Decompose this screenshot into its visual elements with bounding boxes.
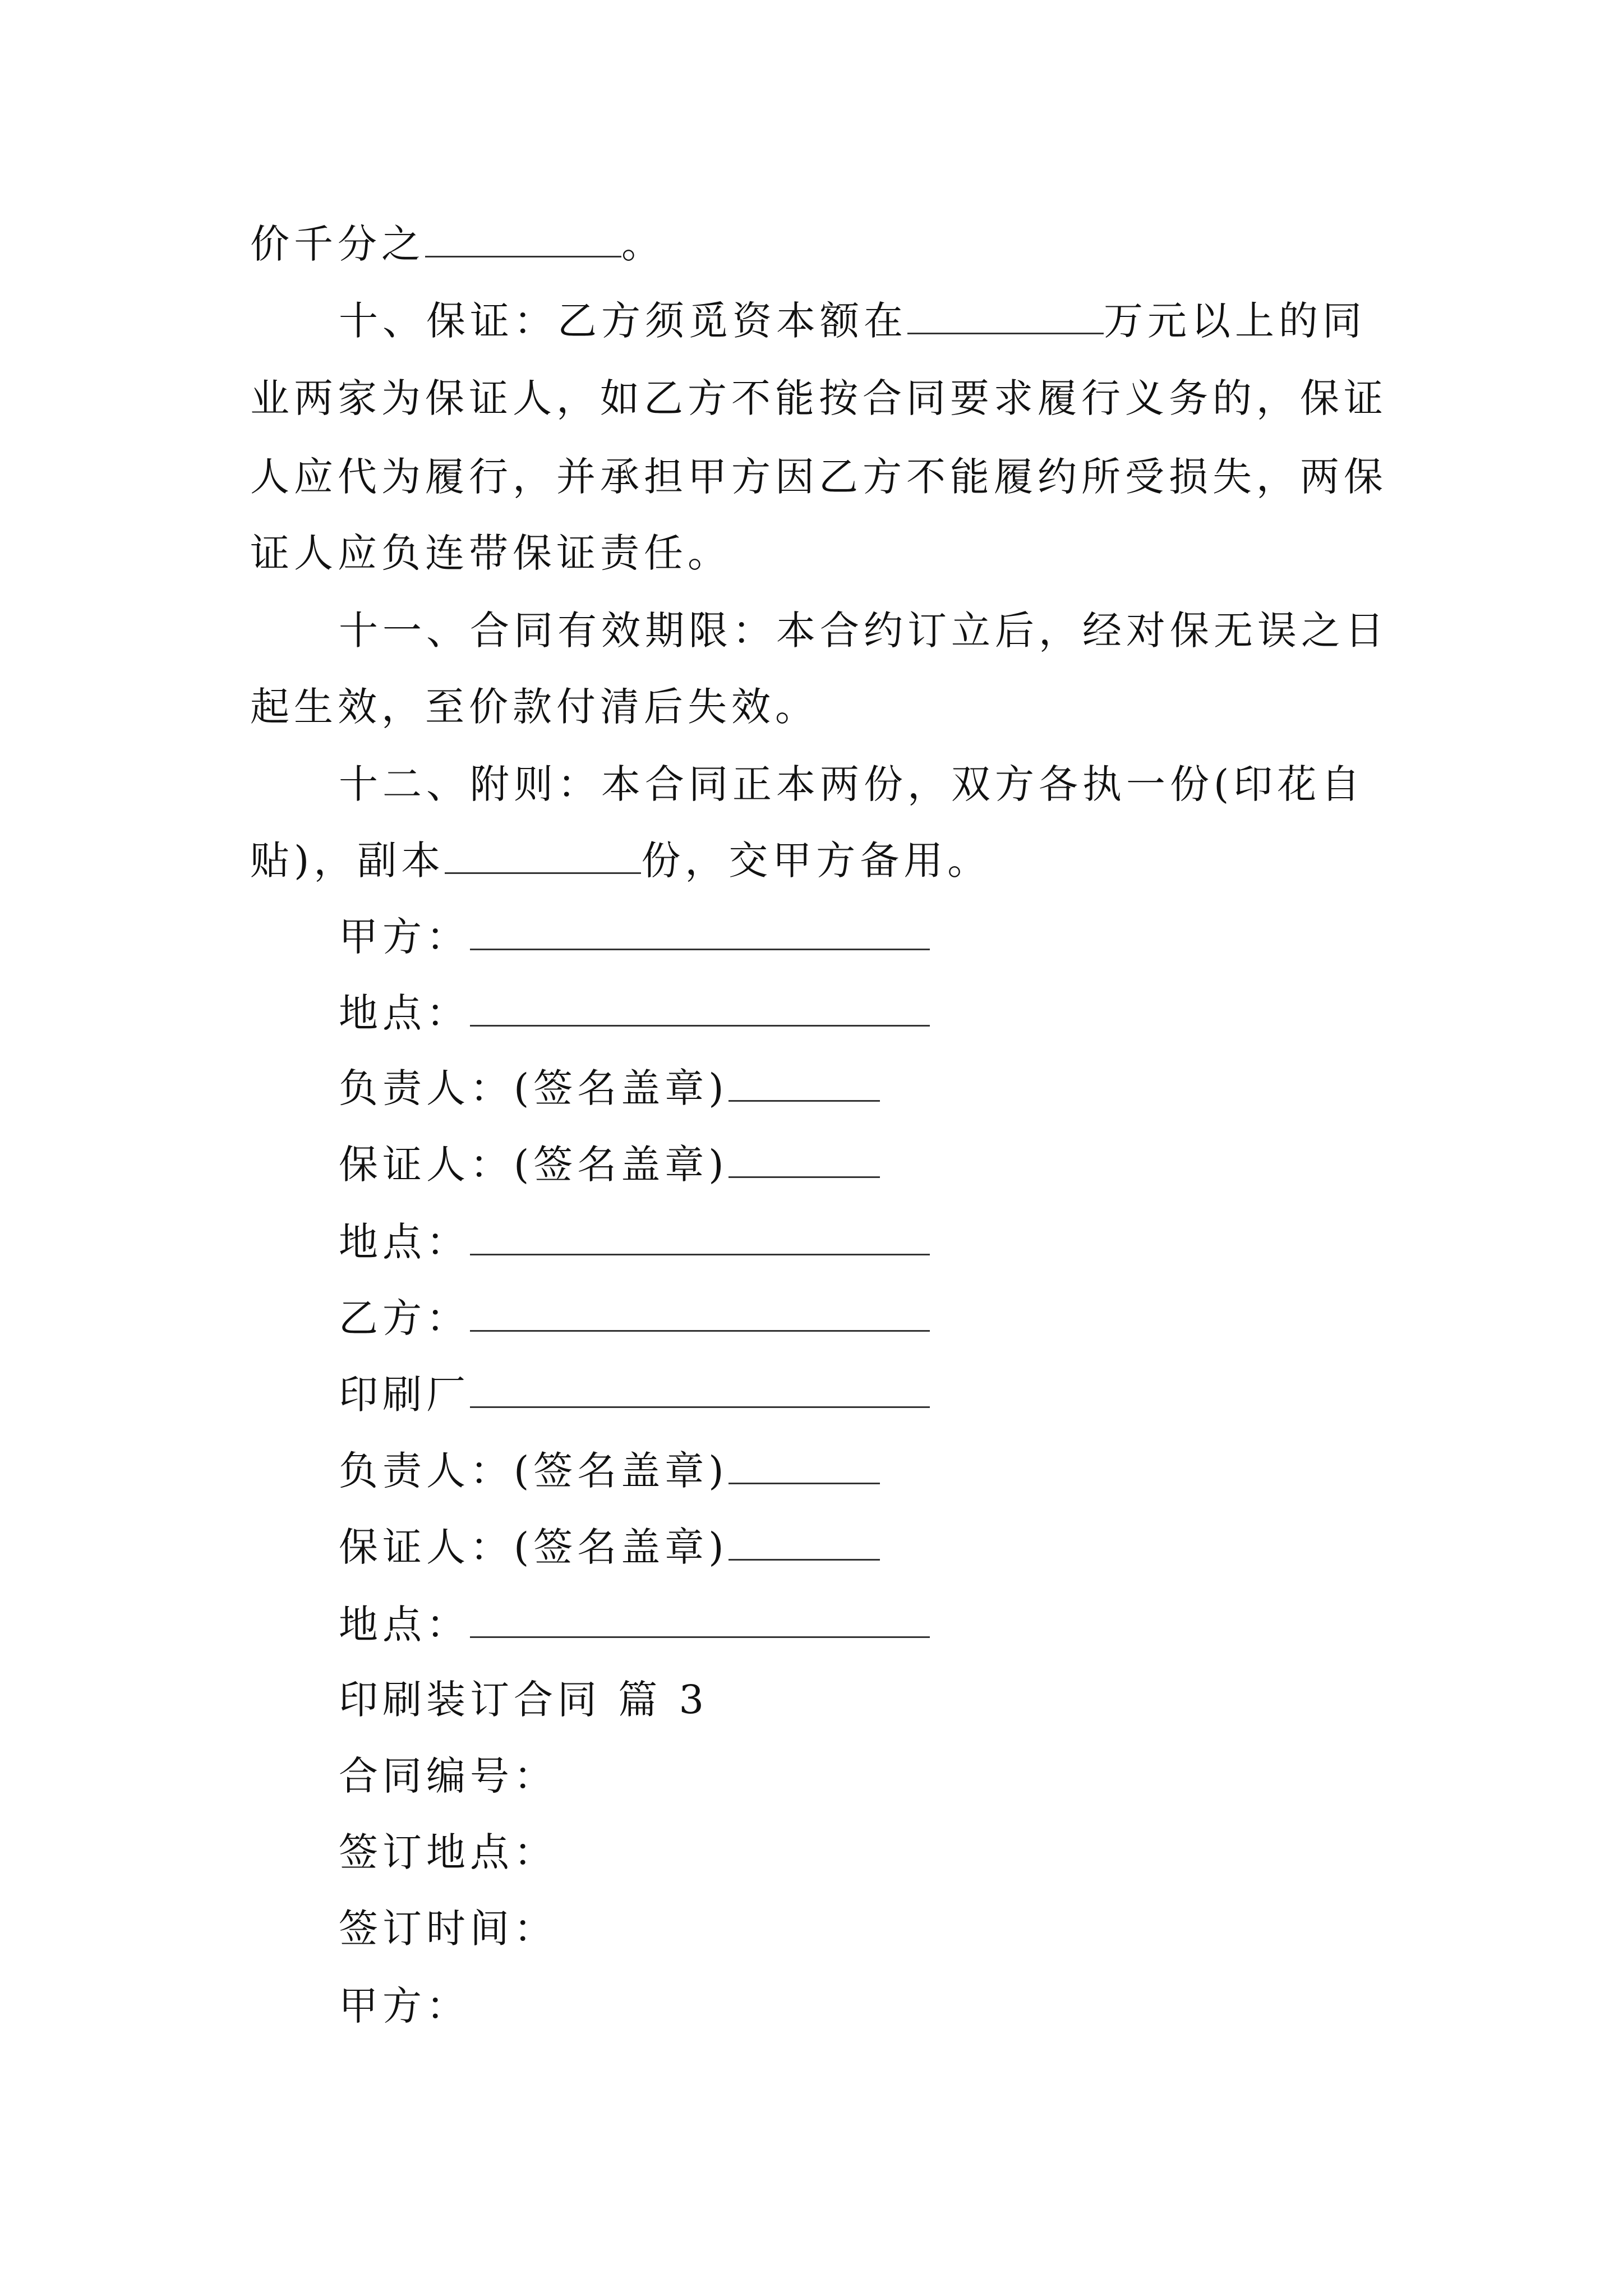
paragraph-line-3: 业两家为保证人，如乙方不能按合同要求履行义务的，保证 <box>250 375 1387 421</box>
fill-blank <box>728 1064 880 1102</box>
sign-place-label: 签订地点： <box>339 1829 557 1875</box>
fill-blank <box>728 1447 880 1484</box>
fill-blank <box>470 1294 930 1332</box>
party-a-label: 甲方： <box>339 1983 470 2029</box>
sign-time-label: 签订时间： <box>339 1906 557 1952</box>
signature-location-a2 <box>339 1208 930 1276</box>
fill-blank <box>425 220 621 257</box>
fill-blank <box>470 913 930 950</box>
label: 保证人：(签名盖章) <box>339 1524 728 1570</box>
label: 地点： <box>339 1219 470 1265</box>
text: 份，交甲方备用。 <box>641 838 992 884</box>
signature-printing-factory <box>339 1361 930 1428</box>
text: 万元以上的同 <box>1104 298 1366 344</box>
signature-party-a <box>339 903 930 970</box>
signature-manager-b <box>339 1437 880 1504</box>
paragraph-line-4: 人应代为履行，并承担甲方因乙方不能履约所受损失，两保 <box>250 454 1387 500</box>
paragraph-line-6: 十一、合同有效期限：本合约订立后，经对保无误之日 <box>339 608 1389 654</box>
signature-location-a <box>339 979 930 1047</box>
fill-blank <box>470 1370 930 1408</box>
text: 贴)，副本 <box>250 838 445 884</box>
paragraph-line-7: 起生效，至价款付清后失效。 <box>250 684 819 730</box>
label: 印刷厂 <box>339 1372 470 1418</box>
fill-blank <box>907 297 1104 334</box>
fill-blank <box>728 1523 880 1561</box>
signature-manager-a <box>339 1055 880 1122</box>
signature-location-b <box>339 1591 930 1658</box>
fill-blank <box>470 1218 930 1255</box>
fill-blank <box>445 836 641 874</box>
signature-guarantor-b <box>339 1513 880 1581</box>
signature-guarantor-a <box>339 1131 880 1198</box>
label: 甲方： <box>339 914 470 960</box>
label: 负责人：(签名盖章) <box>339 1065 728 1111</box>
text: 十、保证：乙方须觅资本额在 <box>339 298 907 344</box>
paragraph-line-5: 证人应负连带保证责任。 <box>250 530 731 576</box>
label: 负责人：(签名盖章) <box>339 1448 728 1494</box>
paragraph-line-2 <box>339 287 1366 355</box>
fill-blank <box>728 1140 880 1178</box>
section-heading: 印刷装订合同 篇 3 <box>339 1677 709 1723</box>
text: 价千分之 <box>250 221 425 267</box>
label: 保证人：(签名盖章) <box>339 1142 728 1188</box>
paragraph-line-1 <box>250 210 665 278</box>
label: 地点： <box>339 990 470 1036</box>
contract-number-label: 合同编号： <box>339 1753 557 1799</box>
fill-blank <box>470 989 930 1027</box>
paragraph-line-9 <box>250 827 991 894</box>
label: 地点： <box>339 1602 470 1648</box>
paragraph-line-8: 十二、附则：本合同正本两份，双方各执一份(印花自 <box>339 761 1365 807</box>
label: 乙方： <box>339 1295 470 1341</box>
fill-blank <box>470 1600 930 1638</box>
signature-party-b <box>339 1285 930 1352</box>
text: 。 <box>621 221 665 267</box>
